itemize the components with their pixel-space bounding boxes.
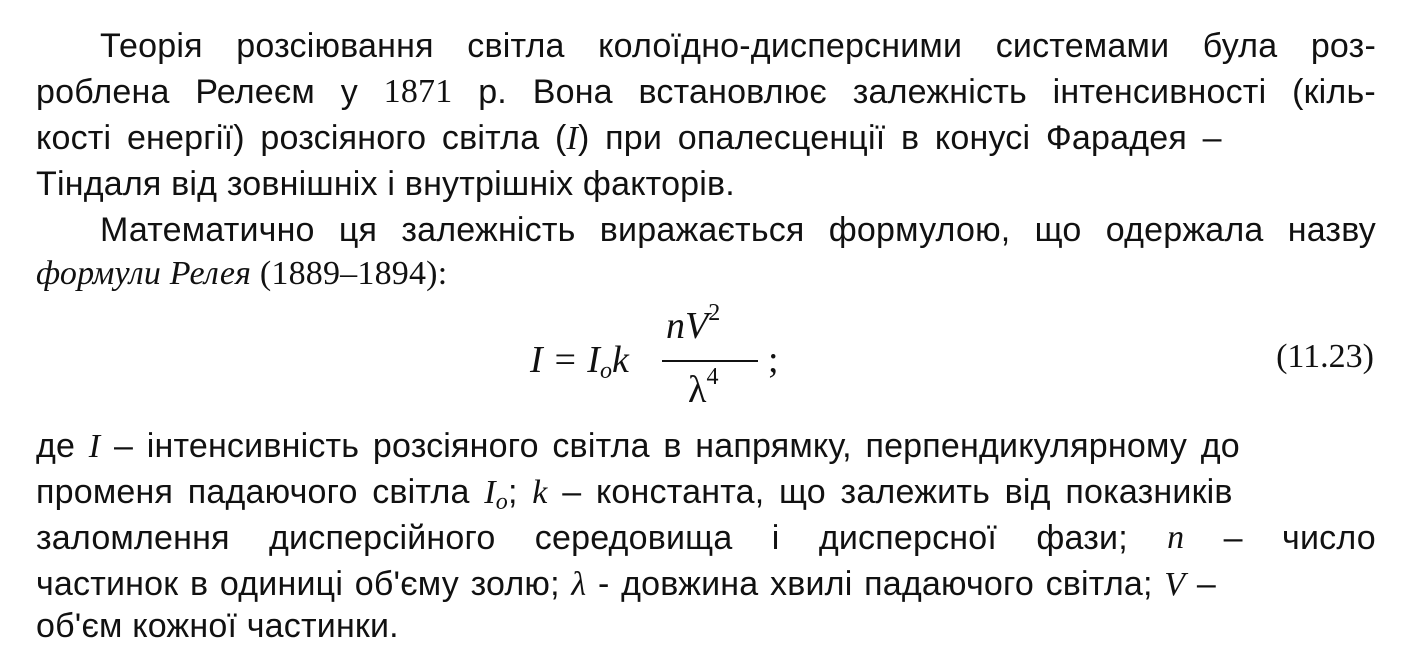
formula-denominator bbox=[688, 364, 718, 412]
symbol-lambda: λ bbox=[571, 566, 587, 603]
word: Теорія bbox=[100, 27, 203, 65]
word: що bbox=[1034, 211, 1082, 249]
word: р. bbox=[478, 73, 507, 111]
formula-k: k bbox=[611, 339, 629, 381]
numerator-exponent: 2 bbox=[708, 300, 721, 326]
paragraph-1-line-4: Тіндаля від зовнішніх і внутрішніх факторів. bbox=[36, 165, 735, 203]
formula-lhs bbox=[530, 338, 629, 385]
word: ця bbox=[338, 211, 378, 249]
word: дисперсної bbox=[818, 519, 998, 557]
formula-semicolon: ; bbox=[768, 339, 779, 381]
word: число bbox=[1282, 519, 1376, 557]
word: виражається bbox=[599, 211, 805, 249]
text-run: – константа, що залежить від показників bbox=[547, 473, 1233, 511]
paragraph-3-line-1 bbox=[36, 424, 1376, 469]
paragraph-3-line-5: об'єм кожної частинки. bbox=[36, 607, 399, 645]
numerator-text: nV bbox=[666, 305, 709, 347]
word: була bbox=[1202, 27, 1278, 65]
word: Вона bbox=[532, 73, 613, 111]
paragraph-3-line-4 bbox=[36, 562, 1376, 607]
word: системами bbox=[995, 27, 1170, 65]
text-run: – інтенсивність розсіяного світла в напрямку, перпендикулярному до bbox=[100, 427, 1240, 465]
formula-i-equals: I = I bbox=[530, 339, 600, 381]
word: колоїдно-дисперсними bbox=[598, 27, 963, 65]
word: формулою, bbox=[828, 211, 1011, 249]
symbol-n: n bbox=[1167, 519, 1185, 556]
word: одержала bbox=[1105, 211, 1264, 249]
paragraph-1-line-1 bbox=[100, 24, 1376, 68]
symbol-I: I bbox=[88, 428, 101, 465]
formula-fraction bbox=[658, 300, 768, 420]
text-run: частинок в одиниці об'єму золю; bbox=[36, 565, 572, 603]
word: роз- bbox=[1310, 27, 1376, 65]
symbol-subscript: o bbox=[495, 489, 508, 515]
word: залежність bbox=[401, 211, 576, 249]
word: середовища bbox=[534, 519, 733, 557]
text-run: - довжина хвилі падаючого світла; bbox=[586, 565, 1165, 603]
symbol-k: k bbox=[532, 474, 548, 511]
formula-numerator bbox=[666, 300, 720, 348]
word: роблена bbox=[36, 73, 170, 111]
denominator-exponent: 4 bbox=[706, 364, 719, 390]
word: 1871 bbox=[383, 73, 453, 110]
symbol-I0: I bbox=[484, 474, 496, 511]
formula-subscript: o bbox=[599, 358, 612, 384]
symbol-I: I bbox=[566, 120, 579, 157]
denominator-text: λ bbox=[688, 369, 707, 411]
word: назву bbox=[1287, 211, 1376, 249]
word: встановлює bbox=[638, 73, 827, 111]
word: заломлення bbox=[36, 519, 230, 557]
paragraph-3-line-3 bbox=[36, 516, 1376, 560]
text-run: ; bbox=[507, 473, 533, 511]
paragraph-2-line-2 bbox=[36, 252, 1376, 296]
word: дисперсійного bbox=[269, 519, 496, 557]
text-run: променя падаючого світла bbox=[36, 473, 485, 511]
word: розсіювання bbox=[236, 27, 434, 65]
text-run: кості енергії) розсіяного світла ( bbox=[36, 119, 567, 157]
paragraph-1-line-3 bbox=[36, 116, 1376, 161]
rayleigh-formula bbox=[530, 300, 830, 420]
text-run: ) при опалесценції в конусі Фарадея – bbox=[578, 119, 1222, 157]
word: Математично bbox=[100, 211, 315, 249]
italic-term: формули Релея bbox=[36, 255, 252, 292]
word: світла bbox=[467, 27, 565, 65]
paragraph-2-line-1 bbox=[100, 208, 1376, 252]
word: і bbox=[771, 519, 780, 557]
word: (кіль- bbox=[1292, 73, 1376, 111]
text-run: – bbox=[1185, 565, 1216, 603]
paragraph-1-line-2 bbox=[36, 70, 1376, 114]
word: у bbox=[340, 73, 358, 111]
word: – bbox=[1223, 519, 1243, 557]
equation-number: (11.23) bbox=[1276, 338, 1374, 375]
word: інтенсивності bbox=[1052, 73, 1267, 111]
word: залежність bbox=[852, 73, 1027, 111]
text-run: де bbox=[36, 427, 89, 465]
word: Релеєм bbox=[195, 73, 315, 111]
word: фази; bbox=[1036, 519, 1128, 557]
text-run: (1889–1894): bbox=[251, 255, 448, 292]
fraction-bar bbox=[662, 360, 758, 362]
symbol-V: V bbox=[1164, 566, 1186, 603]
